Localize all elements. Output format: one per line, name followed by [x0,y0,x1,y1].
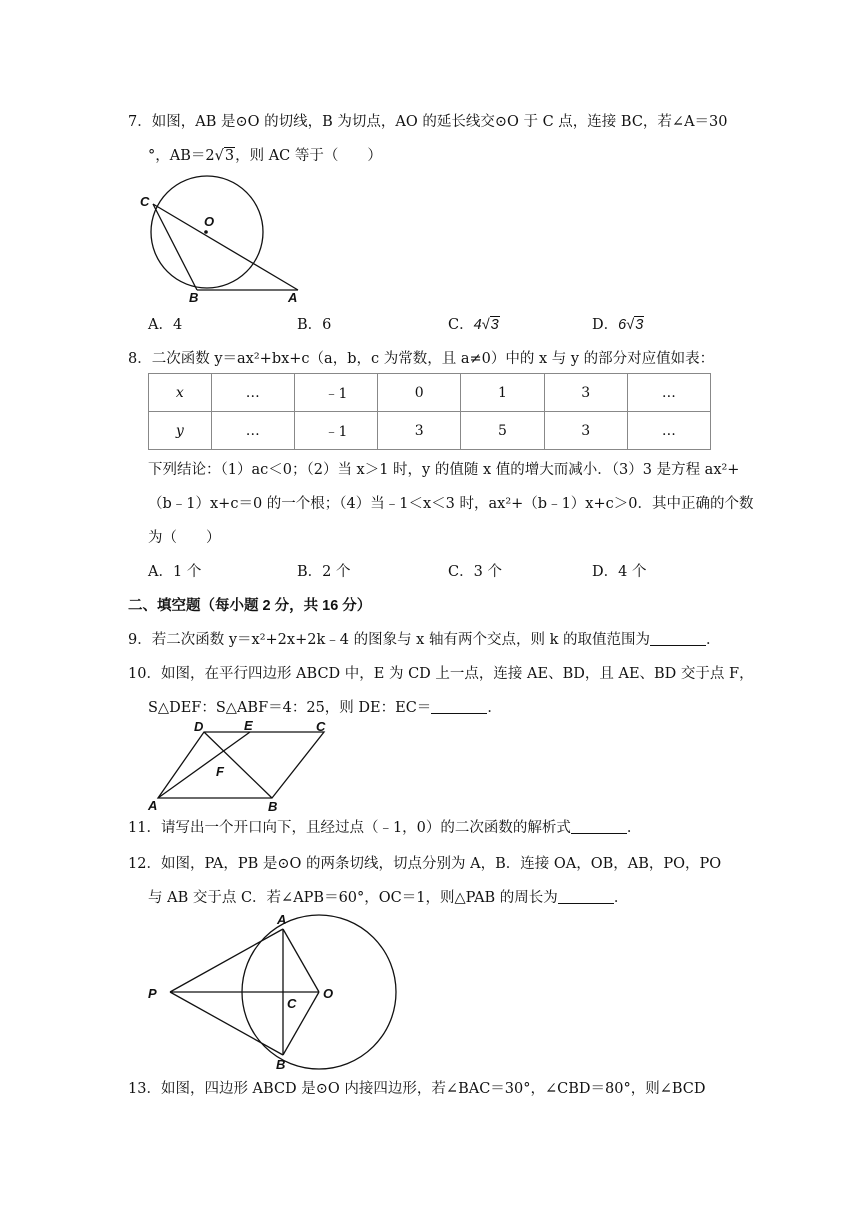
label-b: B [189,290,199,305]
table-cell: … [627,412,710,450]
q13-line: 13．如图，四边形 ABCD 是⊙O 内接四边形，若∠BAC＝30°，∠CBD＝80°，则∠BCD [128,1081,706,1097]
table-cell: 3 [544,412,627,450]
table-cell: 5 [461,412,544,450]
label-o: O [204,214,215,229]
table-cell: ﹣1 [294,412,377,450]
table-cell: y [149,412,212,450]
q7-option-c: C．4√3 [448,317,499,333]
table-cell: 3 [544,374,627,412]
table-row [149,412,711,450]
label-f: F [216,764,224,779]
q10-figure [146,718,336,813]
label-a: A [288,290,298,305]
table-cell: 1 [461,374,544,412]
q10-line1: 10．如图，在平行四边形 ABCD 中，E 为 CD 上一点，连接 AE、BD，且 AE、BD 交于点 F， [128,666,754,682]
label-o: O [323,986,334,1001]
q8-line3: （b﹣1）x+c＝0 的一个根；（4）当﹣1＜x＜3 时，ax²+（b﹣1）x+c＞0．其中正确的个数 [148,496,754,512]
q8-option-a: A．1 个 [148,564,202,580]
answer-blank[interactable] [571,819,627,834]
section-title: 二、填空题（每小题 2 分，共 16 分） [128,598,372,614]
q7-option-a: A．4 [148,317,183,333]
label-a: A [277,912,287,927]
q10-line2: S△DEF：S△ABF＝4：25，则 DE：EC＝ ． [148,700,502,716]
label-b: B [268,799,278,814]
q12-figure [146,912,416,1072]
label-d: D [194,719,204,734]
sqrt-symbol: √3 [214,148,235,164]
q7-line1: 7．如图，AB 是⊙O 的切线，B 为切点，AO 的延长线交⊙O 于 C 点，连接 BC，若∠A＝30 [128,114,728,130]
table-cell: 0 [378,374,461,412]
center-point [204,230,208,234]
q8-option-b: B．2 个 [297,564,351,580]
q7-option-b: B．6 [297,317,332,333]
q7-line2: °，AB＝2√3，则 AC 等于（ ） [148,148,382,164]
label-p: P [148,986,157,1001]
segment-ae [158,732,250,798]
segment-bd [204,732,272,798]
table-cell: 3 [378,412,461,450]
table-cell: ﹣1 [294,374,377,412]
table-cell: … [627,374,710,412]
answer-blank[interactable] [558,889,614,904]
q12-line1: 12．如图，PA，PB 是⊙O 的两条切线，切点分别为 A，B．连接 OA，OB，AB，PO，PO [128,856,722,872]
q7-option-d: D．6√3 [592,317,644,333]
q8-option-d: D．4 个 [592,564,647,580]
q8-line4: 为（ ） [148,530,221,546]
label-a: A [148,798,158,813]
parallelogram-abcd [158,732,324,798]
q11-line: 11．请写出一个开口向下，且经过点（﹣1，0）的二次函数的解析式 ． [128,820,642,836]
q8-line1: 8．二次函数 y＝ax²+bx+c（a，b，c 为常数，且 a≠0）中的 x 与 y 的部分对应值如表： [128,351,715,367]
segment-pb [170,992,283,1055]
segment-oa [283,929,319,992]
table-row [149,374,711,412]
answer-blank[interactable] [650,631,706,646]
table-cell: … [211,412,294,450]
label-e: E [244,718,253,733]
q12-line2: 与 AB 交于点 C．若∠APB＝60°，OC＝1，则△PAB 的周长为 ． [148,890,629,906]
label-c: C [140,194,150,209]
q9-line: 9．若二次函数 y＝x²+2x+2k﹣4 的图象与 x 轴有两个交点，则 k 的取值范围为 ． [128,632,721,648]
answer-blank[interactable] [431,699,487,714]
label-c: C [287,996,297,1011]
table-cell: … [211,374,294,412]
label-c: C [316,719,326,734]
q8-line2: 下列结论：（1）ac＜0；（2）当 x＞1 时，y 的值随 x 值的增大而减小．（3）3 是方程 ax²+ [148,462,740,478]
value-table [148,373,711,450]
q8-option-c: C．3 个 [448,564,502,580]
segment-pa [170,929,283,992]
q7-figure [140,186,320,306]
table-cell: x [149,374,212,412]
label-b: B [276,1057,286,1072]
